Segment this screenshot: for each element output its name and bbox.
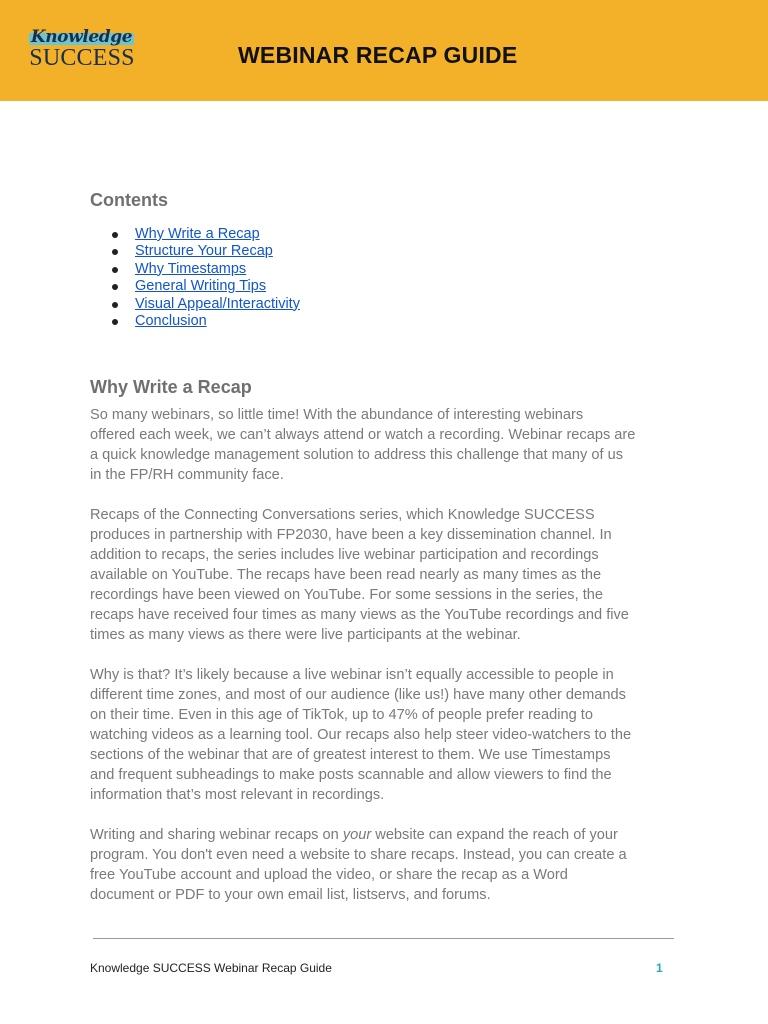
paragraph-line: watching videos as a learning tool. Our recaps also help steer video-watchers to the: [90, 727, 632, 743]
paragraph-line: in the FP/RH community face.: [90, 467, 284, 483]
bullet-icon: [112, 232, 118, 238]
bullet-icon: [112, 249, 118, 255]
paragraph-line: Why is that? It’s likely because a live webinar isn’t equally accessible to people in: [90, 667, 614, 683]
toc-link-visual-appeal-interactivity[interactable]: Visual Appeal/Interactivity: [135, 295, 300, 312]
toc-item: [90, 226, 300, 243]
toc-link-general-writing-tips[interactable]: General Writing Tips: [135, 278, 267, 295]
toc-item: [90, 243, 300, 260]
toc-item: [90, 261, 300, 278]
toc-item: [90, 278, 300, 295]
paragraph-line: [90, 825, 690, 845]
paragraph-line: offered each week, we can’t always attend or watch a recording. Webinar recaps are: [90, 427, 636, 443]
section-heading-why-write-a-recap: Why Write a Recap: [90, 377, 252, 397]
document-title: WEBINAR RECAP GUIDE: [238, 42, 518, 68]
table-of-contents: [90, 226, 300, 330]
emphasis-your: your: [342, 827, 372, 843]
paragraph-line: recordings have been viewed on YouTube. For some sessions in the series, the: [90, 587, 603, 603]
paragraph-line: a quick knowledge management solution to address this challenge that many of us: [90, 447, 623, 463]
paragraph-why-is-that: [90, 665, 690, 805]
contents-heading: Contents: [90, 190, 168, 210]
paragraph-line: program. You don't even need a website to share recaps. Instead, you can create a: [90, 847, 627, 863]
paragraph-line: recaps have received four times as many views as the YouTube recordings and five: [90, 607, 629, 623]
paragraph-connecting-conversations: [90, 505, 690, 645]
logo-wordmark-top: Knowledge: [30, 27, 133, 47]
paragraph-line: different time zones, and most of our audience (like us!) have many other demands: [90, 687, 626, 703]
paragraph-line: times as many views as there were live participants at the webinar.: [90, 627, 521, 643]
paragraph-line: free YouTube account and upload the video, or share the recap as a Word: [90, 867, 568, 883]
paragraph-line: on their time. Even in this age of TikTok, up to 47% of people prefer reading to: [90, 707, 593, 723]
paragraph-line: sections of the webinar that are of greatest interest to them. We use Timestamps: [90, 747, 611, 763]
page-number: 1: [656, 961, 663, 975]
paragraph-line: document or PDF to your own email list, listservs, and forums.: [90, 887, 491, 903]
toc-item: [90, 296, 300, 313]
bullet-icon: [112, 267, 118, 273]
toc-link-conclusion[interactable]: Conclusion: [135, 312, 207, 329]
paragraph-text-segment: Writing and sharing webinar recaps on: [90, 827, 343, 843]
header-banner: [0, 0, 768, 101]
toc-item: [90, 313, 300, 330]
toc-link-structure-your-recap[interactable]: Structure Your Recap: [135, 243, 273, 260]
knowledge-success-logo: [27, 27, 137, 71]
toc-link-why-write-a-recap[interactable]: Why Write a Recap: [135, 226, 260, 242]
paragraph-text-segment: website can expand the reach of your: [371, 827, 618, 843]
logo-wordmark-bottom: SUCCESS: [29, 45, 135, 71]
paragraph-line: addition to recaps, the series includes live webinar participation and recordings: [90, 547, 599, 563]
paragraph-sharing-recaps: [90, 825, 690, 905]
toc-link-why-timestamps[interactable]: Why Timestamps: [135, 260, 247, 277]
footer-divider: [93, 938, 674, 939]
paragraph-line: produces in partnership with FP2030, have been a key dissemination channel. In: [90, 527, 612, 543]
bullet-icon: [112, 319, 118, 325]
bullet-icon: [112, 284, 118, 290]
paragraph-line: and frequent subheadings to make posts scannable and allow viewers to find the: [90, 767, 612, 783]
paragraph-line: So many webinars, so little time! With the abundance of interesting webinars: [90, 407, 584, 423]
paragraph-intro: [90, 405, 690, 485]
paragraph-line: available on YouTube. The recaps have been read nearly as many times as the: [90, 567, 602, 583]
paragraph-line: Recaps of the Connecting Conversations series, which Knowledge SUCCESS: [90, 507, 595, 523]
footer-title: Knowledge SUCCESS Webinar Recap Guide: [90, 961, 332, 975]
paragraph-line: information that’s most relevant in recordings.: [90, 787, 385, 803]
bullet-icon: [112, 302, 118, 308]
